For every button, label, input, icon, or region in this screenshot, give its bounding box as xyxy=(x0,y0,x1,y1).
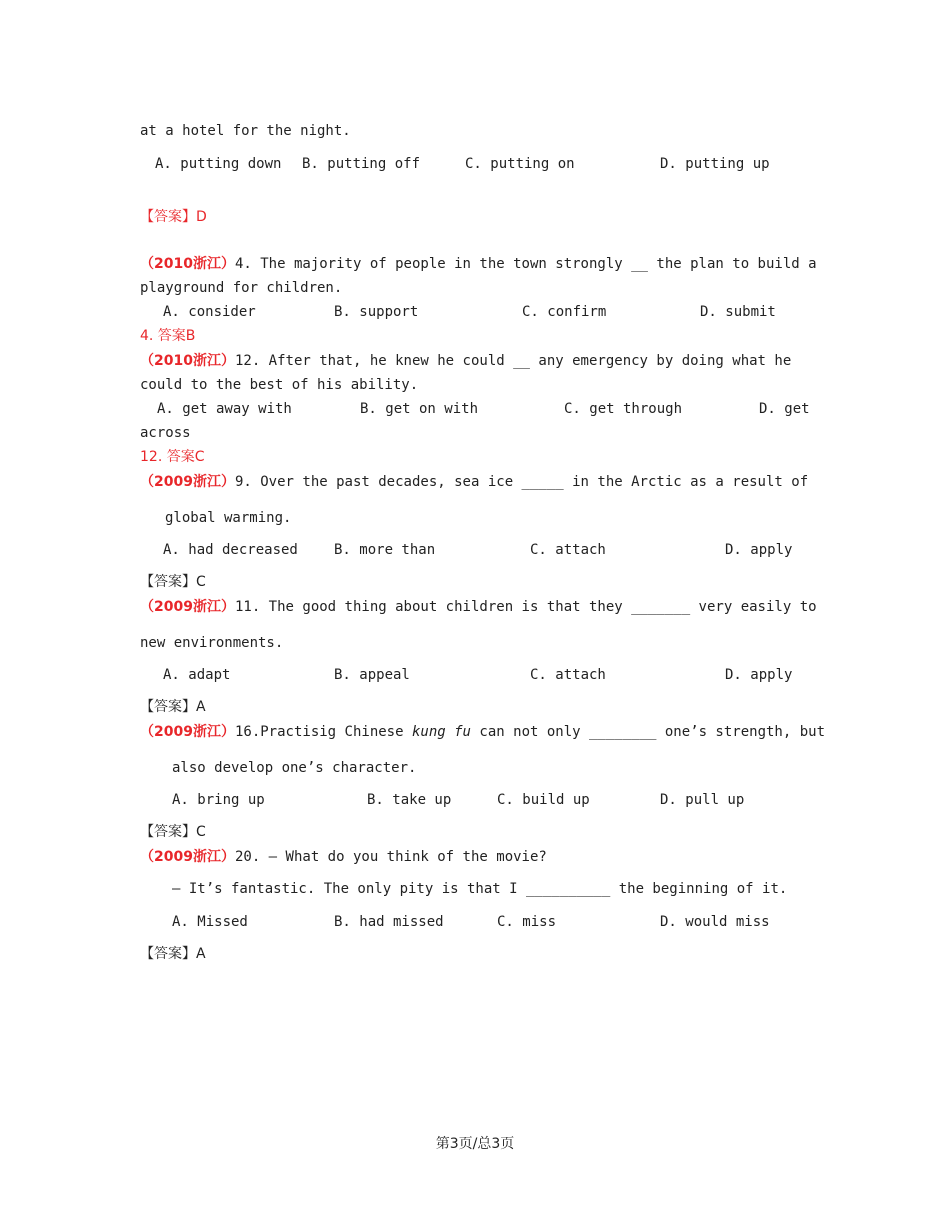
answer-line: 4. 答案B xyxy=(140,328,196,344)
option-a: A. get away with xyxy=(157,401,292,417)
question-source: （2010浙江） xyxy=(140,353,235,369)
option-c: C. build up xyxy=(497,792,590,808)
option-a: A. Missed xyxy=(172,914,248,930)
question-stem xyxy=(140,723,826,741)
question-continuation: at a hotel for the night. xyxy=(140,123,351,139)
question-stem xyxy=(140,352,810,370)
question-source: （2009浙江） xyxy=(140,724,235,740)
question-stem xyxy=(140,848,810,866)
question-text-end: can not only ________ one’s strength, but xyxy=(471,724,826,740)
dialogue-line: — It’s fantastic. The only pity is that I __________ the beginning of it. xyxy=(172,881,788,897)
answer-line: 【答案】A xyxy=(140,699,206,715)
question-text: 4. The majority of people in the town strongly __ the plan to build a xyxy=(234,256,817,272)
question-stem xyxy=(140,255,817,273)
option-c: C. putting on xyxy=(465,156,575,172)
question-text: 11. The good thing about children is that they _______ very easily to xyxy=(234,599,817,615)
option-a: A. had decreased xyxy=(163,542,298,558)
question-text-cont: could to the best of his ability. xyxy=(140,377,419,393)
page-footer: 第3页/总3页 xyxy=(435,1136,515,1152)
question-source: （2009浙江） xyxy=(140,849,235,865)
question-text-cont: also develop one’s character. xyxy=(172,760,417,776)
option-d: D. get xyxy=(759,401,810,417)
option-b: B. putting off xyxy=(302,156,421,172)
option-a: A. adapt xyxy=(163,667,231,683)
question-source: （2009浙江） xyxy=(140,599,235,615)
italic-term: kung fu xyxy=(411,724,471,740)
option-d-wrap: across xyxy=(140,425,191,441)
option-d: D. pull up xyxy=(660,792,745,808)
question-stem xyxy=(140,598,817,616)
answer-line: 【答案】D xyxy=(140,209,207,225)
option-c: C. miss xyxy=(497,914,557,930)
option-a: A. bring up xyxy=(172,792,265,808)
answer-line: 【答案】A xyxy=(140,946,206,962)
question-text-cont: playground for children. xyxy=(140,280,343,296)
option-d: D. submit xyxy=(700,304,776,320)
question-source: （2009浙江） xyxy=(140,474,235,490)
question-text: 9. Over the past decades, sea ice _____ in the Arctic as a result of xyxy=(234,474,809,490)
answer-line: 【答案】C xyxy=(140,824,206,840)
option-a: A. consider xyxy=(163,304,256,320)
option-c: C. attach xyxy=(530,667,606,683)
question-text: 16.Practisig Chinese xyxy=(234,724,412,740)
option-d: D. apply xyxy=(725,542,793,558)
option-b: B. appeal xyxy=(334,667,410,683)
answer-line: 【答案】C xyxy=(140,574,206,590)
option-c: C. get through xyxy=(564,401,683,417)
question-text-cont: new environments. xyxy=(140,635,284,651)
option-c: C. confirm xyxy=(522,304,607,320)
option-b: B. support xyxy=(334,304,419,320)
question-source: （2010浙江） xyxy=(140,256,235,272)
answer-line: 12. 答案C xyxy=(140,449,205,465)
question-text-cont: global warming. xyxy=(165,510,292,526)
option-d: D. putting up xyxy=(660,156,770,172)
question-text: 12. After that, he knew he could __ any emergency by doing what he xyxy=(234,353,792,369)
option-a: A. putting down xyxy=(155,156,282,172)
question-stem xyxy=(140,473,810,491)
option-b: B. get on with xyxy=(360,401,479,417)
option-b: B. take up xyxy=(367,792,452,808)
option-d: D. would miss xyxy=(660,914,770,930)
option-b: B. more than xyxy=(334,542,436,558)
option-c: C. attach xyxy=(530,542,606,558)
option-d: D. apply xyxy=(725,667,793,683)
option-b: B. had missed xyxy=(334,914,444,930)
question-text: 20. — What do you think of the movie? xyxy=(234,849,547,865)
